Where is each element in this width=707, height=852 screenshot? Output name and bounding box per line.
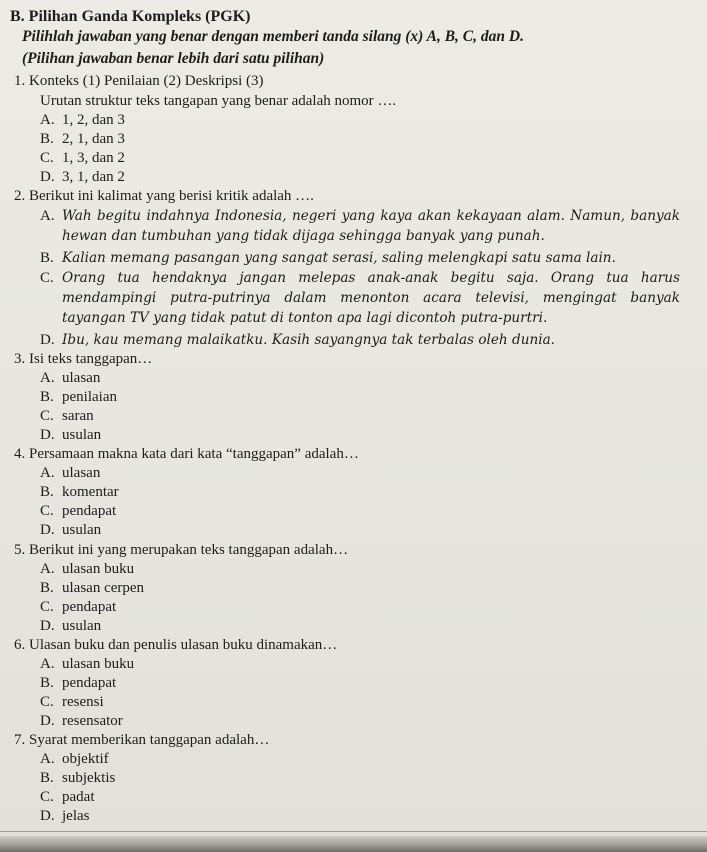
option-letter: A.	[40, 656, 55, 672]
option-text: Ibu, kau memang malaikatku. Kasih sayangnya tak terbalas oleh dunia.	[62, 332, 555, 348]
option-letter: B.	[40, 484, 54, 500]
page-edge-line	[0, 831, 707, 832]
question-4: 4. Persamaan makna kata dari kata “tanggapan” adalah…	[14, 446, 359, 462]
option-text: Orang tua hendaknya jangan melepas anak-anak begitu saja. Orang tua harus mendampingi putra-putrinya dalam menonton acara televisi, mengingat banyak tayangan TV yang tidak patut di tonton apa lagi dicontoh putra-purtri.	[62, 270, 680, 326]
option-text: pendapat	[62, 599, 117, 615]
question-2: 2. Berikut ini kalimat yang berisi kritik adalah ….	[14, 188, 314, 204]
option-letter: C.	[40, 270, 54, 286]
question-1-prompt: Urutan struktur teks tangapan yang benar adalah nomor ….	[40, 93, 397, 109]
option-letter: C.	[40, 150, 54, 166]
option-text: 2, 1, dan 3	[62, 131, 125, 147]
option-letter: B.	[40, 580, 54, 596]
option-letter: C.	[40, 408, 54, 424]
question-7: 7. Syarat memberikan tanggapan adalah…	[14, 732, 270, 748]
option-letter: C.	[40, 694, 54, 710]
option-6c[interactable]	[40, 693, 104, 712]
option-text: resensator	[62, 713, 123, 729]
option-text: ulasan buku	[62, 656, 135, 672]
option-letter: C.	[40, 599, 54, 615]
option-7b[interactable]	[40, 769, 115, 788]
option-text: penilaian	[62, 389, 117, 405]
question-3: 3. Isi teks tanggapan…	[14, 351, 153, 367]
option-1d[interactable]	[40, 168, 125, 187]
option-4c[interactable]	[40, 502, 116, 521]
option-text: subjektis	[62, 770, 116, 786]
option-letter: A.	[40, 465, 55, 481]
option-3b[interactable]	[40, 388, 117, 407]
option-1a[interactable]	[40, 111, 125, 130]
option-letter: B.	[40, 389, 54, 405]
option-letter: B.	[40, 250, 54, 266]
option-4b[interactable]	[40, 483, 119, 502]
option-7a[interactable]	[40, 750, 109, 769]
option-letter: D.	[40, 427, 55, 443]
option-letter: A.	[40, 208, 55, 224]
option-3a[interactable]	[40, 369, 100, 388]
option-7d[interactable]	[40, 807, 90, 826]
option-text: objektif	[62, 751, 109, 767]
option-letter: A.	[40, 370, 55, 386]
instruction-text: Pilihlah jawaban yang benar dengan memberi tanda silang (x) A, B, C, dan D.	[22, 28, 524, 45]
option-text: ulasan cerpen	[62, 580, 145, 596]
option-text: padat	[62, 789, 95, 805]
option-3d[interactable]	[40, 426, 101, 445]
option-letter: D.	[40, 522, 55, 538]
option-1b[interactable]	[40, 130, 125, 149]
option-text: jelas	[62, 808, 90, 824]
option-letter: D.	[40, 169, 55, 185]
option-letter: D.	[40, 808, 55, 824]
option-text: 1, 2, dan 3	[62, 112, 125, 128]
option-7c[interactable]	[40, 788, 94, 807]
instruction-note: (Pilihan jawaban benar lebih dari satu pilihan)	[22, 50, 325, 67]
option-6b[interactable]	[40, 674, 116, 693]
question-6: 6. Ulasan buku dan penulis ulasan buku dinamakan…	[14, 637, 338, 653]
option-6d[interactable]	[40, 712, 123, 731]
option-1c[interactable]	[40, 149, 125, 168]
option-letter: B.	[40, 675, 54, 691]
option-5a[interactable]	[40, 560, 134, 579]
option-4d[interactable]	[40, 521, 101, 540]
section-title: B. Pilihan Ganda Kompleks (PGK)	[10, 8, 251, 25]
option-4a[interactable]	[40, 464, 100, 483]
option-letter: A.	[40, 751, 55, 767]
option-2b[interactable]	[40, 248, 680, 268]
option-letter: D.	[40, 713, 55, 729]
option-text: ulasan	[62, 370, 101, 386]
option-6a[interactable]	[40, 655, 134, 674]
option-2a[interactable]	[40, 206, 680, 246]
option-text: pendapat	[62, 675, 117, 691]
option-text: ulasan	[62, 465, 101, 481]
question-5: 5. Berikut ini yang merupakan teks tanggapan adalah…	[14, 542, 349, 558]
option-text: Wah begitu indahnya Indonesia, negeri yang kaya akan kekayaan alam. Namun, banyak hewan dan tumbuhan yang tidak dijaga sehingga banyak yang punah.	[62, 208, 680, 244]
option-letter: B.	[40, 770, 54, 786]
option-5c[interactable]	[40, 598, 116, 617]
option-letter: A.	[40, 561, 55, 577]
option-text: usulan	[62, 618, 102, 634]
option-text: saran	[62, 408, 94, 424]
option-letter: C.	[40, 789, 54, 805]
option-letter: D.	[40, 618, 55, 634]
option-2c[interactable]	[40, 268, 680, 328]
option-text: resensi	[62, 694, 104, 710]
option-letter: D.	[40, 332, 55, 348]
option-text: pendapat	[62, 503, 117, 519]
option-text: ulasan buku	[62, 561, 135, 577]
option-text: 1, 3, dan 2	[62, 150, 125, 166]
option-text: Kalian memang pasangan yang sangat serasi, saling melengkapi satu sama lain.	[62, 250, 616, 266]
option-5d[interactable]	[40, 617, 101, 636]
option-3c[interactable]	[40, 407, 94, 426]
option-2d[interactable]	[40, 330, 680, 350]
option-text: 3, 1, dan 2	[62, 169, 125, 185]
option-letter: B.	[40, 131, 54, 147]
question-1: 1. Konteks (1) Penilaian (2) Deskripsi (3)	[14, 73, 264, 89]
option-letter: A.	[40, 112, 55, 128]
page-bottom-shadow	[0, 836, 707, 852]
option-text: komentar	[62, 484, 119, 500]
option-letter: C.	[40, 503, 54, 519]
option-text: usulan	[62, 522, 102, 538]
option-5b[interactable]	[40, 579, 144, 598]
option-text: usulan	[62, 427, 102, 443]
